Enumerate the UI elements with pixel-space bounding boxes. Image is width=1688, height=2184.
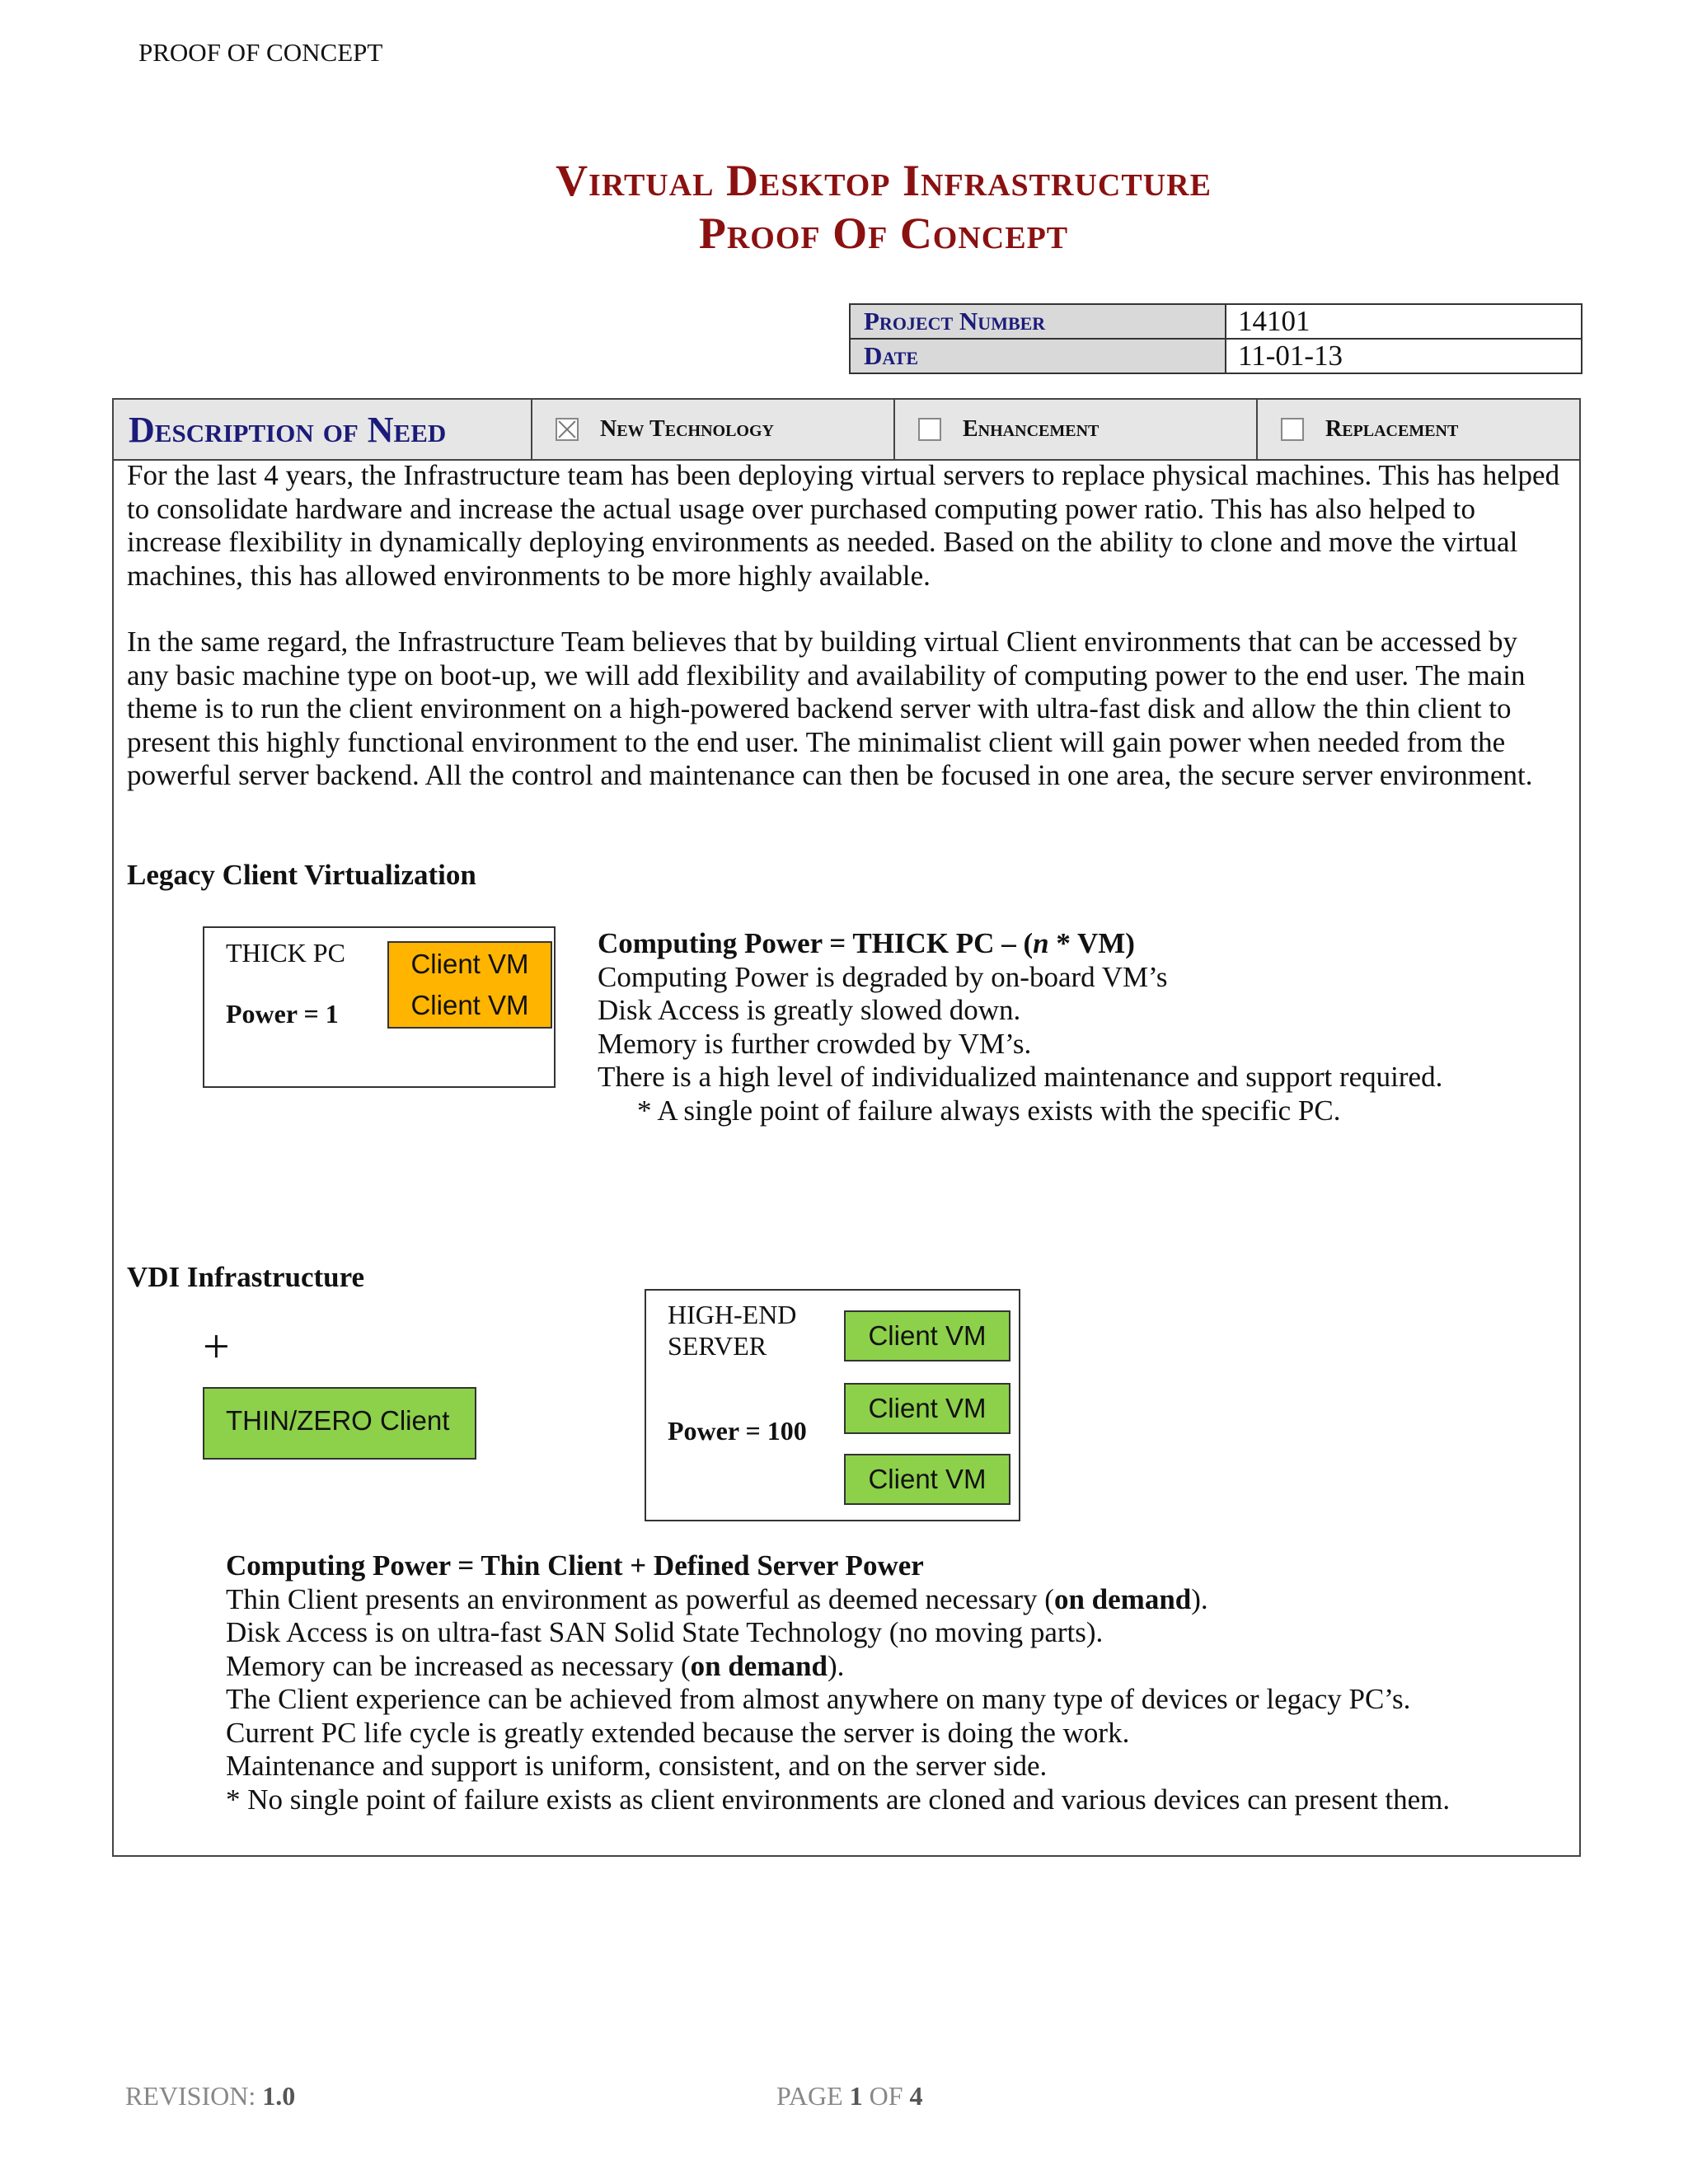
- project-meta-table: [849, 303, 1582, 374]
- high-end-server-box: [645, 1289, 1020, 1521]
- vdi-formula: Computing Power = Thin Client + Defined Server Power: [226, 1549, 924, 1582]
- thin-client-label: THIN/ZERO Client: [226, 1405, 450, 1436]
- vdi-line: Memory can be increased as necessary (on demand).: [226, 1649, 845, 1682]
- legacy-line: There is a high level of individualized maintenance and support required.: [598, 1061, 1443, 1093]
- date-label: Date: [851, 340, 1226, 373]
- new-technology-checkbox[interactable]: [556, 418, 579, 441]
- server-power: Power = 100: [668, 1416, 807, 1446]
- legacy-description: [598, 927, 1545, 1127]
- legacy-client-vm-2: Client VM: [387, 984, 552, 1029]
- vdi-line: Current PC life cycle is greatly extended because the server is doing the work.: [226, 1716, 1130, 1749]
- legacy-heading: Legacy Client Virtualization: [127, 859, 476, 891]
- footer-revision: REVISION: 1.0: [125, 2081, 296, 2111]
- plus-sign: +: [203, 1319, 230, 1373]
- vdi-client-vm-1: Client VM: [844, 1310, 1010, 1361]
- enhancement-checkbox[interactable]: [918, 418, 941, 441]
- vdi-line: Thin Client presents an environment as powerful as deemed necessary (on demand).: [226, 1582, 1208, 1615]
- thick-pc-power: Power = 1: [226, 999, 339, 1029]
- date-row: [851, 338, 1581, 373]
- legacy-note: * A single point of failure always exists with the specific PC.: [637, 1094, 1341, 1127]
- option-replacement: [1258, 400, 1579, 459]
- paragraph-2: In the same regard, the Infrastructure Team believes that by building virtual Client environments that can be accessed by any basic machine type on boot-up, we will add flexibility and availability of computing power to the end user. The main theme is to run the client environment on a high-powered backend server with ultra-fast disk and allow the thin client to present this highly functional environment to the end user. The minimalist client will gain power when needed from the powerful server backend. All the control and maintenance can then be focused in one area, the secure server environment.: [127, 626, 1533, 791]
- need-title: Description of Need: [114, 400, 532, 459]
- vdi-line: Maintenance and support is uniform, consistent, and on the server side.: [226, 1750, 1048, 1782]
- vdi-line: * No single point of failure exists as client environments are cloned and various devices can present them.: [226, 1783, 1451, 1816]
- paragraph-1: For the last 4 years, the Infrastructure team has been deploying virtual servers to replace physical machines. This has helped to consolidate hardware and increase the actual usage over purchased computing power ratio. This has also helped to increase flexibility in dynamically deploying environments as needed. Based on the ability to clone and move the virtual machines, this has allowed environments to be more highly available.: [127, 459, 1560, 592]
- project-number-label: Project Number: [851, 305, 1226, 338]
- vdi-line: The Client experience can be achieved from almost anywhere on many type of devices or legacy PC’s.: [226, 1683, 1411, 1715]
- legacy-line: Computing Power is degraded by on-board VM’s: [598, 960, 1168, 993]
- legacy-line: Disk Access is greatly slowed down.: [598, 994, 1021, 1026]
- option-enhancement: [895, 400, 1258, 459]
- vdi-line: Disk Access is on ultra-fast SAN Solid State Technology (no moving parts).: [226, 1616, 1104, 1648]
- new-technology-label: New Technology: [600, 416, 774, 442]
- footer-page: PAGE 1 OF 4: [776, 2081, 923, 2111]
- vdi-description: [226, 1549, 1561, 1816]
- thin-client-box: [203, 1387, 476, 1460]
- header-label: PROOF OF CONCEPT: [138, 38, 383, 67]
- legacy-formula: Computing Power = THICK PC – (n * VM): [598, 927, 1135, 959]
- need-header-row: [114, 400, 1579, 461]
- thick-pc-box: [203, 926, 556, 1088]
- date-value: 11-01-13: [1238, 340, 1343, 372]
- replacement-label: Replacement: [1325, 416, 1459, 442]
- legacy-line: Memory is further crowded by VM’s.: [598, 1027, 1032, 1060]
- vdi-client-vm-3: Client VM: [844, 1454, 1010, 1505]
- enhancement-label: Enhancement: [963, 416, 1100, 442]
- option-new-technology: [532, 400, 895, 459]
- document-title-line1: Virtual Desktop Infrastructure: [556, 156, 1212, 205]
- legacy-client-vm-1: Client VM: [387, 941, 552, 987]
- replacement-checkbox[interactable]: [1281, 418, 1304, 441]
- project-number-row: [851, 305, 1581, 338]
- project-number-value: 14101: [1238, 305, 1311, 337]
- vdi-heading: VDI Infrastructure: [127, 1261, 365, 1293]
- server-label: HIGH-END SERVER: [668, 1300, 797, 1361]
- thick-pc-label: THICK PC: [226, 938, 345, 968]
- vdi-client-vm-2: Client VM: [844, 1383, 1010, 1434]
- document-title-line2: Proof Of Concept: [698, 209, 1069, 258]
